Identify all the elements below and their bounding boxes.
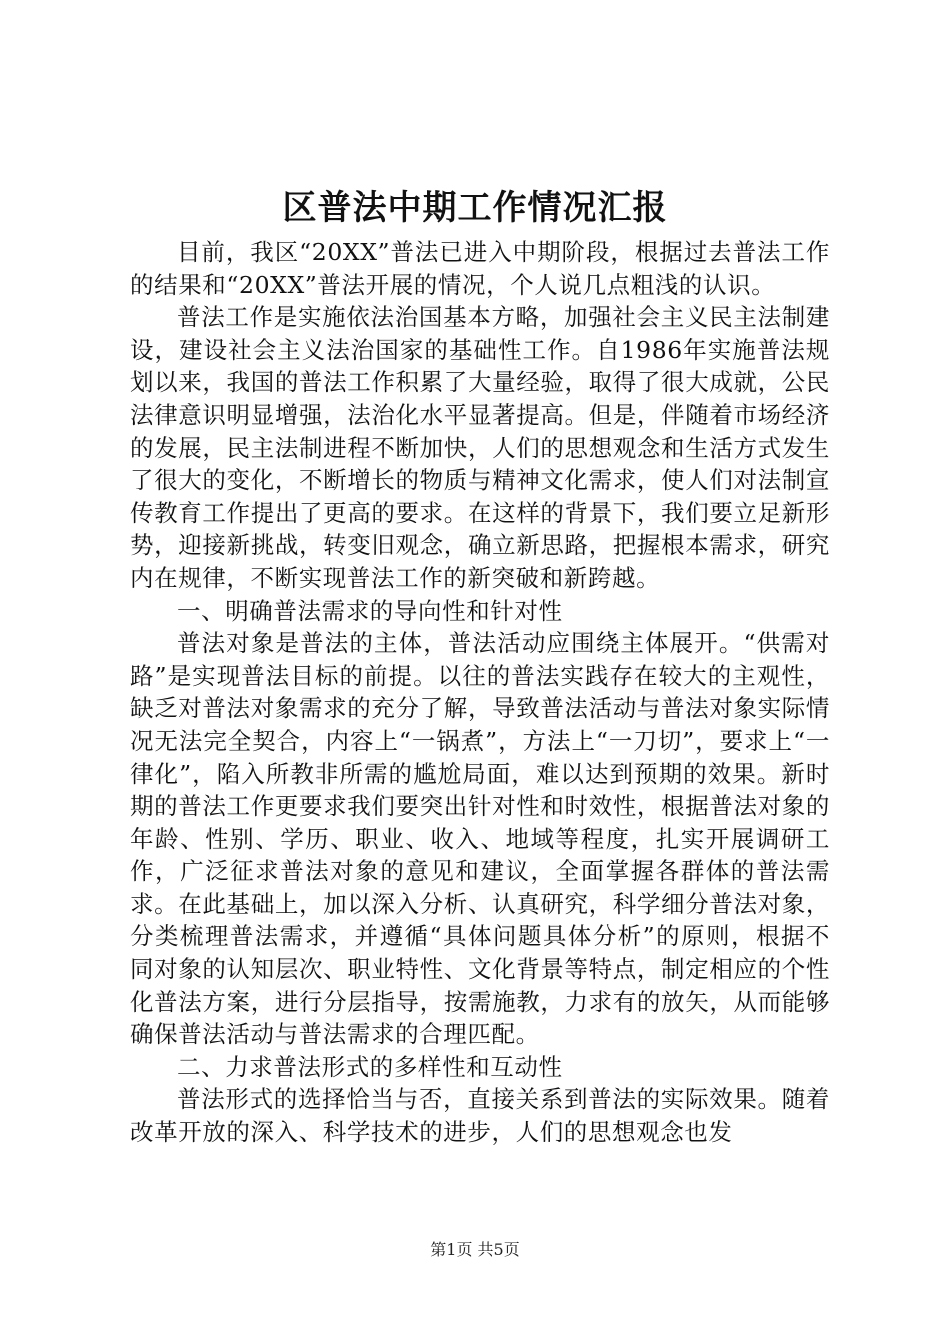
section-2-heading: 二、力求普法形式的多样性和互动性	[177, 1052, 563, 1081]
document-body	[130, 236, 830, 1149]
document-title: 区普法中期工作情况汇报	[282, 188, 668, 228]
page-number-footer: 第1页 共5页	[430, 1240, 520, 1259]
intro-paragraph: 目前，我区“20XX”普法已进入中期阶段，根据过去普法工作的结果和“20XX”普法开展的情况，个人说几点粗浅的认识。	[130, 238, 830, 299]
background-paragraph: 普法工作是实施依法治国基本方略，加强社会主义民主法制建设，建设社会主义法治国家的基础性工作。自1986年实施普法规划以来，我国的普法工作积累了大量经验，取得了很大成就，公民法律意识明显增强，法治化水平显著提高。但是，伴随着市场经济的发展，民主法制进程不断加快，人们的思想观念和生活方式发生了很大的变化，不断增长的物质与精神文化需求，使人们对法制宣传教育工作提出了更高的要求。在这样的背景下，我们要立足新形势，迎接新挑战，转变旧观念，确立新思路，把握根本需求，研究内在规律，不断实现普法工作的新突破和新跨越。	[130, 303, 830, 592]
section-2-paragraph: 普法形式的选择恰当与否，直接关系到普法的实际效果。随着改革开放的深入、科学技术的进步，人们的思想观念也发	[130, 1085, 830, 1147]
section-1-paragraph: 普法对象是普法的主体，普法活动应围绕主体展开。“供需对路”是实现普法目标的前提。以往的普法实践存在较大的主观性，缺乏对普法对象需求的充分了解，导致普法活动与普法对象实际情况无法完全契合，内容上“一锅煮”，方法上“一刀切”，要求上“一律化”，陷入所教非所需的尴尬局面，难以达到预期的效果。新时期的普法工作更要求我们要突出针对性和时效性，根据普法对象的年龄、性别、学历、职业、收入、地域等程度，扎实开展调研工作，广泛征求普法对象的意见和建议，全面掌握各群体的普法需求。在此基础上，加以深入分析、认真研究，科学细分普法对象，分类梳理普法需求，并遵循“具体问题具体分析”的原则，根据不同对象的认知层次、职业特性、文化背景等特点，制定相应的个性化普法方案，进行分层指导，按需施教，力求有的放矢，从而能够确保普法活动与普法需求的合理匹配。	[130, 629, 830, 1049]
section-1-heading: 一、明确普法需求的导向性和针对性	[177, 596, 563, 625]
